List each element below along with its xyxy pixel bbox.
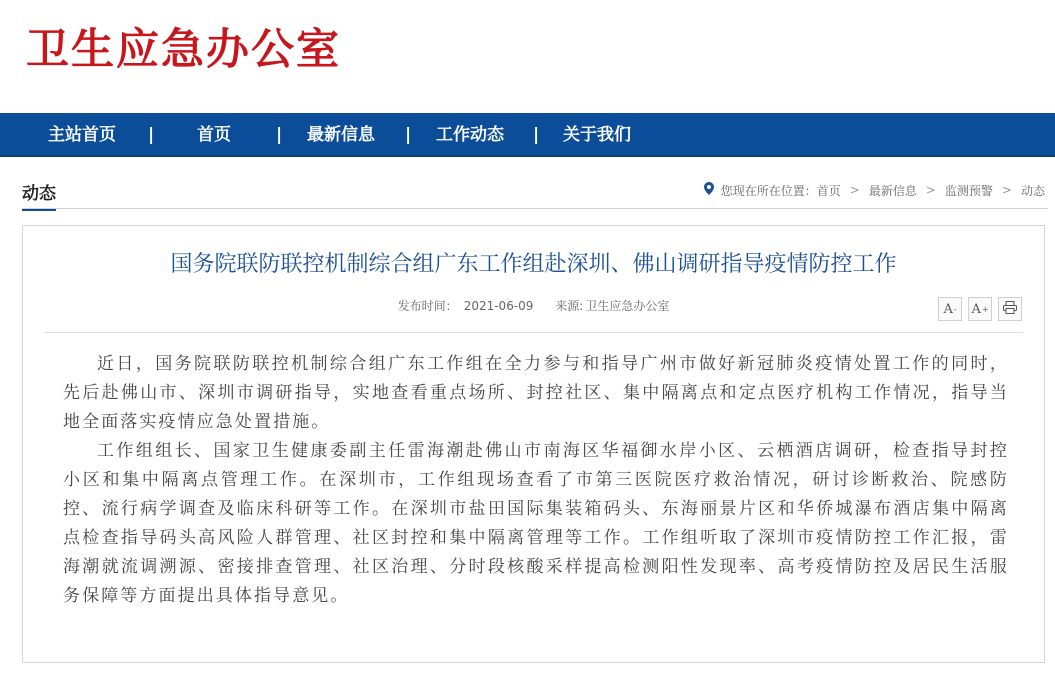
- nav-separator: |: [148, 125, 155, 145]
- font-decrease-icon: A: [943, 301, 953, 317]
- meta-divider: [45, 332, 1023, 333]
- nav-item-main-home[interactable]: 主站首页: [48, 125, 116, 145]
- breadcrumb-home[interactable]: 首页: [816, 183, 841, 198]
- source-label: 来源:: [555, 299, 584, 313]
- article-title: 国务院联防联控机制综合组广东工作组赴深圳、佛山调研指导疫情防控工作: [170, 252, 897, 277]
- nav-item-work-news[interactable]: 工作动态: [436, 125, 504, 145]
- source-value: 卫生应急办公室: [585, 299, 670, 313]
- section-title: 动态: [22, 181, 56, 211]
- breadcrumb-separator: >: [849, 183, 860, 197]
- nav-item-about[interactable]: 关于我们: [563, 125, 631, 145]
- site-header: [0, 0, 1055, 113]
- main-nav: [0, 113, 1055, 157]
- article-paragraph: 近日，国务院联防联控机制综合组广东工作组在全力参与和指导广州市做好新冠肺炎疫情处置工作的同时，先后赴佛山市、深圳市调研指导，实地查看重点场所、封控社区、集中隔离点和定点医疗机构工作情况，指导当地全面落实疫情应急处置措施。: [63, 354, 1009, 432]
- nav-separator: |: [405, 125, 412, 145]
- font-increase-icon: A: [971, 301, 981, 317]
- font-increase-button[interactable]: A +: [968, 297, 992, 321]
- article-body: [63, 350, 1009, 611]
- nav-item-home[interactable]: 首页: [197, 125, 231, 145]
- location-pin-icon: [704, 182, 714, 198]
- font-decrease-button[interactable]: A -: [938, 297, 962, 321]
- article-meta: [23, 297, 1044, 315]
- publish-date: 2021-06-09: [463, 299, 534, 313]
- breadcrumb-prefix: 您现在所在位置：: [720, 183, 817, 198]
- breadcrumb-separator: >: [1001, 183, 1012, 197]
- breadcrumb: [704, 180, 1045, 200]
- nav-item-latest[interactable]: 最新信息: [307, 125, 375, 145]
- nav-separator: |: [276, 125, 283, 145]
- print-icon: [1003, 301, 1017, 318]
- breadcrumb-latest[interactable]: 最新信息: [868, 183, 917, 198]
- article-card: [22, 225, 1045, 663]
- section-divider: [22, 208, 1048, 209]
- breadcrumb-separator: >: [925, 183, 936, 197]
- article-tools: [938, 297, 1022, 321]
- breadcrumb-monitoring[interactable]: 监测预警: [944, 183, 993, 198]
- publish-label: 发布时间：: [397, 299, 458, 313]
- print-button[interactable]: [998, 297, 1022, 321]
- site-logo[interactable]: 卫生应急办公室: [26, 25, 341, 75]
- nav-separator: |: [533, 125, 540, 145]
- breadcrumb-current[interactable]: 动态: [1020, 183, 1045, 198]
- article-paragraph: 工作组组长、国家卫生健康委副主任雷海潮赴佛山市南海区华福御水岸小区、云栖酒店调研，检查指导封控小区和集中隔离点管理工作。在深圳市，工作组现场查看了市第三医院医疗救治情况，研讨诊断救治、院感防控、流行病学调查及临床科研等工作。在深圳市盐田国际集装箱码头、东海丽景片区和华侨城瀑布酒店集中隔离点检查指导码头高风险人群管理、社区封控和集中隔离管理等工作。工作组听取了深圳市疫情防控工作汇报，雷海潮就流调溯源、密接排查管理、社区治理、分时段核酸采样提高检测阳性发现率、高考疫情防控及居民生活服务保障等方面提出具体指导意见。: [63, 441, 1009, 606]
